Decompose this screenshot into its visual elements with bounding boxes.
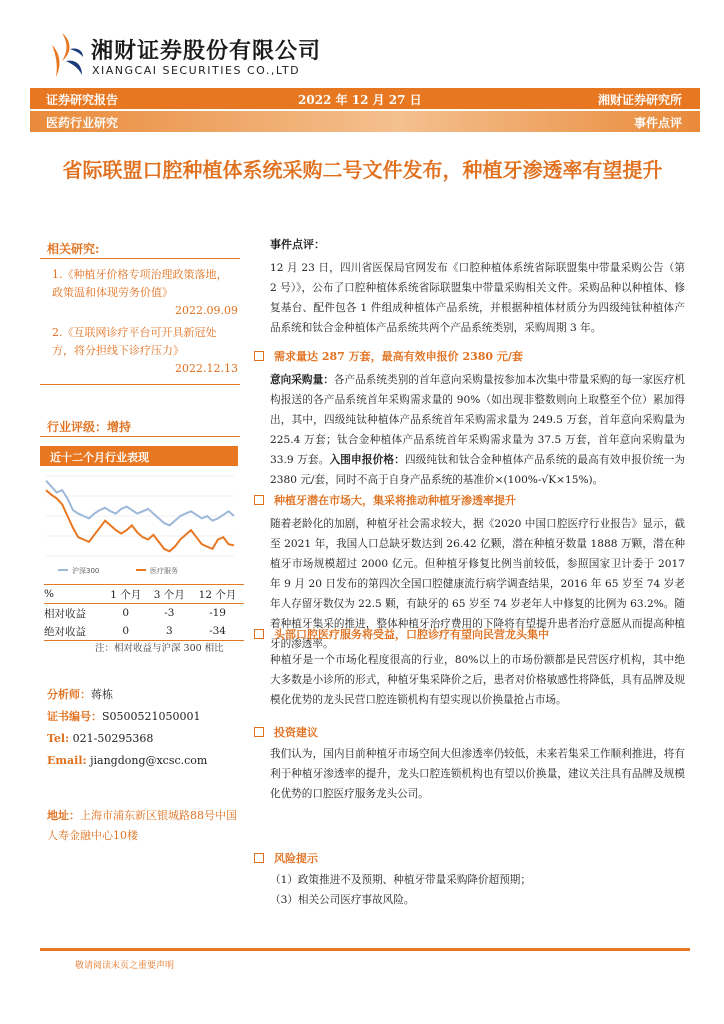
company-name-cn: 湘财证券股份有限公司 — [91, 39, 322, 64]
section-3-text: 种植牙是一个市场化程度很高的行业，80%以上的市场份额都是民营医疗机构，其中绝大多数是小诊所的形式，种植牙集采降价之后，患者对价格敏感性将降低，具有品牌及规模化优势的龙头民营口腔连锁机构有望实现以价换量抢占市场。 — [270, 654, 685, 706]
chart-series-hs300 — [46, 481, 234, 526]
rating: 行业评级：增持 — [47, 420, 132, 434]
bullet-square-icon — [254, 629, 264, 639]
header-band-2 — [30, 111, 700, 132]
related-heading: 相关研究: — [47, 242, 100, 256]
bullet-square-icon — [254, 853, 264, 863]
table-row: 绝对收益 0 3 -34 — [44, 622, 244, 641]
event-heading: 事件点评： — [270, 238, 325, 251]
risk-item-2: （3）相关公司医疗事故风险。 — [270, 894, 415, 906]
event-text: 12 月 23 日，四川省医保局官网发布《口腔种植体系统省际联盟集中带量采购公告（第 2 号）》，公布了口腔种植体系统省际联盟集中带量采购相关文件。采购品种以种植体、修复基台、配件包各 1 件组成种植体产品系统，并根据种植体材质分为四级纯钛种植体产品系统和钛合金种植体产品系统共两个产品系统类别，采购周期 3 年。 — [270, 262, 685, 334]
company-logo-icon — [50, 31, 84, 81]
performance-chart — [40, 470, 240, 578]
header-band — [30, 88, 700, 109]
related-item[interactable]: 1.《种植牙价格专项治理政策落地，政策温和体现劳务价值》 2022.09.09 — [52, 268, 238, 317]
chart-series-medical — [46, 490, 234, 551]
legend-label-hs300: 沪深300 — [72, 567, 100, 575]
institute: 湘财证券研究所 — [597, 93, 682, 107]
related-item[interactable]: 2.《互联网诊疗平台可开具新冠处方，将分担线下诊疗压力》 2022.12.13 — [52, 326, 238, 375]
report-title: 省际联盟口腔种植体系统采购二号文件发布，种植牙渗透率有望提升 — [62, 158, 663, 182]
analyst-cert: 证书编号：S0500521050001 — [47, 710, 201, 723]
report-date: 2022 年 12 月 27 日 — [298, 93, 422, 107]
section-heading-5: 风险提示 — [254, 850, 318, 866]
divider — [40, 258, 240, 259]
footer-divider — [40, 948, 690, 951]
legend-label-medical: 医疗服务 — [150, 567, 178, 575]
analyst-tel: Tel: 021-50295368 — [47, 732, 154, 745]
analyst-address: 地址：上海市浦东新区银城路88号中国人寿金融中心10楼 — [47, 809, 237, 842]
section-heading-4: 投资建议 — [254, 724, 318, 740]
report-category: 事件点评 — [633, 116, 682, 130]
section-heading-2: 种植牙潜在市场大，集采将推动种植牙渗透率提升 — [254, 492, 516, 508]
bullet-square-icon — [254, 727, 264, 737]
performance-table — [44, 584, 244, 641]
company-name-en: XIANGCAI SECURITIES CO.,LTD — [92, 64, 301, 77]
footer-disclaimer[interactable]: 敬请阅读末页之重要声明 — [75, 961, 175, 971]
risk-item-1: （1）政策推进不及预期、种植牙带量采购降价超预期； — [270, 874, 531, 886]
divider — [40, 436, 240, 437]
bullet-square-icon — [254, 495, 264, 505]
table-row: 相对收益 0 -3 -19 — [44, 607, 226, 620]
section-heading-1: 需求量达 287 万套，最高有效申报价 2380 元/套 — [254, 348, 523, 364]
section-1-text: 意向采购量：各产品系统类别的首年意向采购量按参加本次集中带量采购的每一家医疗机构报送的各产品系统首年采购需求量的 90%（如出现非整数则向上取整至个位）累加得出，其中，四级纯钛种植体产品系统首年采购需求量为 249.5 万套，首年意向采购量为 225.4 万套；钛合金种植体产品系统首年采购需求量为 37.5 万套，首年意向采购量为 33.9 万套。入围申报价格：四级纯钛和钛合金种植体产品系统的最高有效申报价统一为 2380 元/套，同时不高于自身产品系统的基准价×(100%-√K×15%)。 — [270, 374, 686, 486]
table-header-row: % 1 个月 3 个月 12 个月 — [44, 585, 244, 604]
report-type: 证券研究报告 — [46, 93, 119, 107]
industry: 医药行业研究 — [46, 116, 119, 130]
bullet-square-icon — [254, 351, 264, 361]
divider — [40, 384, 240, 385]
table-note: 注：相对收益与沪深 300 相比 — [95, 643, 224, 654]
section-heading-3: 头部口腔医疗服务将受益，口腔诊疗有望向民营龙头集中 — [254, 626, 549, 642]
analyst-email[interactable]: Email: jiangdong@xcsc.com — [47, 754, 208, 767]
analyst-name: 分析师：蒋栋 — [47, 688, 113, 701]
section-2-text: 随着老龄化的加剧，种植牙社会需求较大，据《2020 中国口腔医疗行业报告》显示，截至 2021 年，我国人口总缺牙数达到 26.42 亿颗，潜在种植牙数量 1888 万颗，潜在种植牙市场规模超过 2000 亿元。但种植牙修复比例当前较低，参照国家卫计委于 2017 年 9 月 20 日发布的第四次全国口腔健康流行病学调查结果，2016 年 65 岁至 74 岁老年人存留牙数仅为 22.5 颗，有缺牙的 65 岁至 74 岁老年人中修复的比例为 63.2%。随着种植牙集采的推进，整体种植牙治疗费用的下降将有望提升患者治疗意愿从而提高种植牙的渗透率。 — [270, 518, 685, 650]
section-4-text: 我们认为，国内目前种植牙市场空间大但渗透率仍较低，未来若集采工作顺利推进，将有利于种植牙渗透率的提升，龙头口腔连锁机构也有望以价换量，建议关注具有品牌及规模化优势的口腔医疗服务龙头公司。 — [270, 748, 685, 800]
performance-heading: 近十二个月行业表现 — [40, 446, 238, 466]
